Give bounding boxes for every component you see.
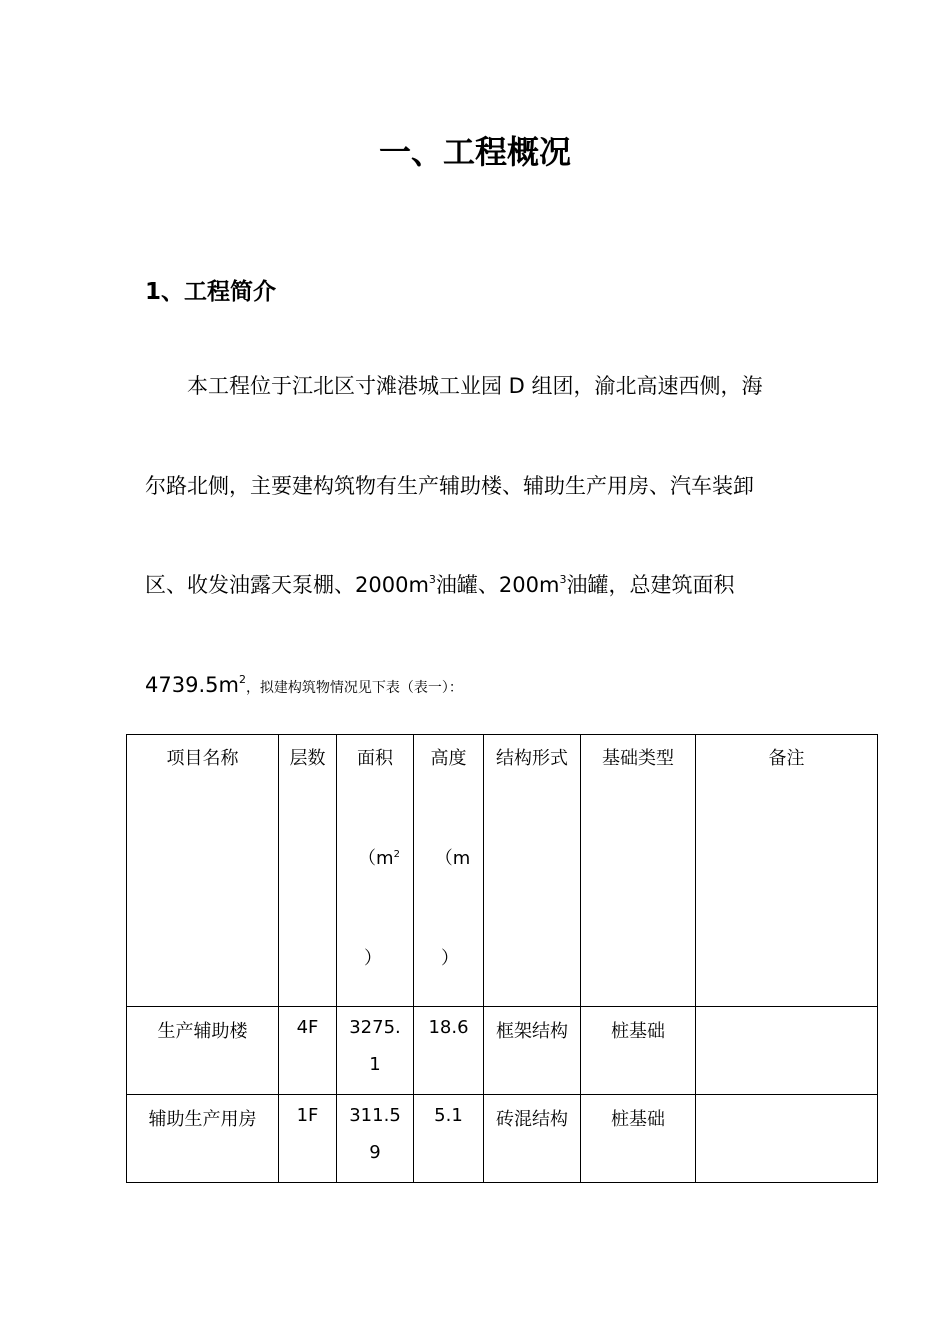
cell-remarks: [696, 1095, 878, 1183]
cell-height: 18.6: [414, 1007, 484, 1095]
section-heading: 1、工程简介: [145, 279, 277, 305]
paragraph-line-1: [187, 371, 763, 401]
paragraph-text: 油罐、200m: [435, 573, 560, 597]
height-unit: （m: [434, 848, 471, 869]
header-remarks: 备注: [696, 735, 878, 1007]
cell-foundation: 桩基础: [581, 1007, 696, 1095]
table-row: [127, 1007, 878, 1095]
height-unit-close: ）: [441, 948, 459, 969]
superscript: 2: [238, 673, 246, 686]
paragraph-text: 尔路北侧，主要建构筑物有生产辅助楼、辅助生产用房、汽车装卸: [145, 474, 754, 498]
paragraph-line-4: [145, 670, 463, 703]
header-structure: 结构形式: [484, 735, 581, 1007]
area-unit-close: ）: [364, 948, 382, 969]
cell-remarks: [696, 1007, 878, 1095]
superscript: 3: [559, 573, 567, 586]
cell-floors: 1F: [279, 1095, 337, 1183]
paragraph-text: 本工程位于江北区寸滩港城工业园 D 组团，渝北高速西侧，海: [187, 374, 763, 398]
paragraph-text: 区、收发油露天泵棚、2000m: [145, 573, 429, 597]
paragraph-text: ，拟建构筑物情况见下表（表一）：: [245, 680, 463, 696]
cell-area: 311.5 9: [337, 1095, 414, 1183]
cell-name: 辅助生产用房: [127, 1095, 279, 1183]
header-name: 项目名称: [127, 735, 279, 1007]
header-foundation: 基础类型: [581, 735, 696, 1007]
table-header-row: [127, 735, 878, 1007]
cell-structure: 框架结构: [484, 1007, 581, 1095]
cell-structure: 砖混结构: [484, 1095, 581, 1183]
superscript: 3: [428, 573, 436, 586]
paragraph-line-2: [145, 471, 754, 501]
header-floors: 层数: [279, 735, 337, 1007]
header-height: 高度 （m ）: [414, 735, 484, 1007]
paragraph-text: 油罐，总建筑面积: [566, 573, 735, 597]
cell-area: 3275. 1: [337, 1007, 414, 1095]
cell-floors: 4F: [279, 1007, 337, 1095]
header-area: 面积 （$m^2$ ）: [337, 735, 414, 1007]
table-row: [127, 1095, 878, 1183]
cell-foundation: 桩基础: [581, 1095, 696, 1183]
project-table: [126, 734, 878, 1183]
area-unit: （$m^2$: [358, 848, 400, 869]
paragraph-text: 4739.5m: [145, 673, 239, 697]
paragraph-line-3: [145, 570, 734, 600]
cell-name: 生产辅助楼: [127, 1007, 279, 1095]
cell-height: 5.1: [414, 1095, 484, 1183]
page-title: 一、工程概况: [378, 133, 571, 171]
